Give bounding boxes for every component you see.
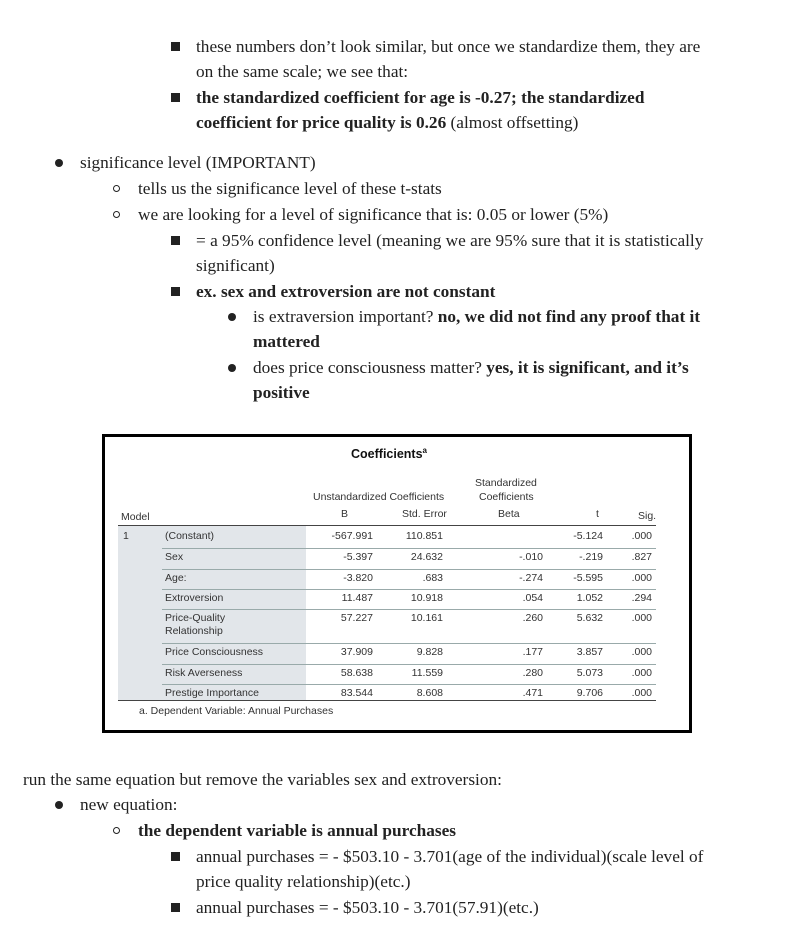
- cell-t: 5.073: [576, 667, 603, 679]
- cell-t: -5.595: [573, 572, 603, 584]
- note-text: annual purchases = - $503.10 - 3.701(age of the individual)(scale level of: [196, 847, 704, 866]
- row-divider: [162, 548, 656, 549]
- note-text: these numbers don’t look similar, but once we standardize them, they are: [196, 37, 701, 56]
- se-header: Std. Error: [402, 508, 447, 520]
- cell-se: 10.161: [410, 612, 443, 624]
- note-text-bold: mattered: [253, 332, 320, 351]
- note-text-bold: the standardized coefficient for age is -0.27; the standardized: [196, 88, 645, 107]
- note-text: we are looking for a level of significance that is: 0.05 or lower (5%): [138, 205, 609, 224]
- square-bullet-icon: [171, 287, 180, 296]
- cell-beta: .260: [522, 612, 543, 624]
- cell-sig: .000: [631, 646, 652, 658]
- cell-beta: .177: [522, 646, 543, 658]
- bullet-dot-icon: [228, 364, 236, 372]
- circle-bullet-icon: [113, 211, 120, 218]
- note-text: significant): [196, 256, 275, 275]
- model-header: Model: [121, 511, 150, 523]
- row-label: Risk Averseness: [165, 667, 243, 679]
- note-text: annual purchases = - $503.10 - 3.701(57.91)(etc.): [196, 898, 539, 917]
- row-label: Age:: [165, 572, 187, 584]
- note-text-mixed: [253, 304, 700, 329]
- beta-header: Beta: [498, 508, 520, 520]
- row-label: Prestige Importance: [165, 687, 259, 699]
- cell-se: 110.851: [405, 530, 443, 542]
- square-bullet-icon: [171, 903, 180, 912]
- cell-beta: -.274: [519, 572, 543, 584]
- section-heading: significance level (IMPORTANT): [80, 153, 316, 172]
- row-label-shade: [118, 526, 162, 700]
- row-divider: [162, 589, 656, 590]
- cell-sig: .000: [631, 572, 652, 584]
- note-text: (almost offsetting): [446, 113, 579, 132]
- row-label: Sex: [165, 551, 184, 563]
- row-divider: [162, 664, 656, 665]
- cell-b: 37.909: [340, 646, 373, 658]
- cell-t: 1.052: [576, 592, 603, 604]
- cell-se: 8.608: [416, 687, 443, 699]
- row-label: Relationship: [165, 625, 223, 637]
- row-divider: [162, 643, 656, 644]
- note-text-bold: the dependent variable is annual purchases: [138, 821, 456, 840]
- cell-se: 9.828: [416, 646, 443, 658]
- bottom-rule: [118, 700, 656, 701]
- cell-t: -5.124: [573, 530, 603, 542]
- note-text-bold: no, we did not find any proof that it: [437, 307, 701, 326]
- note-text-bold: yes, it is significant, and it’s: [486, 358, 689, 377]
- cell-sig: .000: [631, 687, 652, 699]
- note-text: on the same scale; we see that:: [196, 62, 409, 81]
- circle-bullet-icon: [113, 185, 120, 192]
- circle-bullet-icon: [113, 827, 120, 834]
- note-text: does price consciousness matter?: [253, 358, 487, 377]
- note-text-bold: coefficient for price quality is 0.26: [196, 113, 447, 132]
- unstd-coef-header: Unstandardized Coefficients: [313, 491, 445, 503]
- cell-b: -5.397: [343, 551, 373, 563]
- row-divider: [162, 684, 656, 685]
- cell-beta: .054: [522, 592, 543, 604]
- cell-t: 3.857: [576, 646, 603, 658]
- row-label: Price-Quality: [165, 612, 226, 624]
- cell-beta: .471: [522, 687, 543, 699]
- cell-sig: .000: [631, 530, 652, 542]
- row-label: Price Consciousness: [165, 646, 264, 658]
- square-bullet-icon: [171, 236, 180, 245]
- bullet-dot-icon: [55, 159, 63, 167]
- table-title: Coefficients$^a$: [351, 446, 427, 462]
- note-text: = a 95% confidence level (meaning we are 95% sure that it is statistically: [196, 231, 704, 250]
- cell-se: 10.918: [410, 592, 443, 604]
- note-text-bold: positive: [253, 383, 310, 402]
- cell-b: -567.991: [331, 530, 373, 542]
- cell-b: 83.544: [340, 687, 373, 699]
- cell-beta: -.010: [519, 551, 543, 563]
- note-text-bold: ex. sex and extroversion are not constant: [196, 282, 496, 301]
- cell-sig: .000: [631, 612, 652, 624]
- row-label: (Constant): [165, 530, 215, 542]
- square-bullet-icon: [171, 93, 180, 102]
- coefficients-table: [102, 434, 692, 733]
- b-header: B: [341, 508, 349, 520]
- note-text-mixed: [253, 355, 689, 380]
- square-bullet-icon: [171, 42, 180, 51]
- note-text: tells us the significance level of these t-stats: [138, 179, 442, 198]
- bullet-dot-icon: [55, 801, 63, 809]
- note-text-mixed: [196, 110, 578, 135]
- row-divider: [162, 609, 656, 610]
- cell-t: 9.706: [576, 687, 603, 699]
- note-text: run the same equation but remove the variables sex and extroversion:: [23, 770, 502, 789]
- cell-beta: .280: [522, 667, 543, 679]
- t-header: t: [596, 508, 599, 520]
- cell-b: 57.227: [340, 612, 373, 624]
- cell-t: -.219: [579, 551, 603, 563]
- cell-sig: .000: [631, 667, 652, 679]
- std-coef-header: Coefficients: [479, 491, 534, 503]
- cell-sig: .294: [631, 592, 652, 604]
- row-divider: [162, 569, 656, 570]
- std-coef-header: Standardized: [475, 477, 537, 489]
- cell-sig: .827: [631, 551, 652, 563]
- note-text: price quality relationship)(etc.): [196, 872, 411, 891]
- cell-b: 58.638: [340, 667, 373, 679]
- cell-se: 24.632: [410, 551, 443, 563]
- sig-header: Sig.: [638, 510, 657, 522]
- note-text: is extraversion important?: [253, 307, 438, 326]
- cell-b: 11.487: [341, 592, 373, 604]
- row-label: Extroversion: [165, 592, 224, 604]
- model-number: 1: [123, 530, 129, 542]
- cell-se: 11.559: [411, 667, 443, 679]
- cell-se: .683: [422, 572, 443, 584]
- bullet-dot-icon: [228, 313, 236, 321]
- note-text: new equation:: [80, 795, 178, 814]
- header-rule: [118, 525, 656, 526]
- cell-t: 5.632: [576, 612, 603, 624]
- square-bullet-icon: [171, 852, 180, 861]
- cell-b: -3.820: [343, 572, 373, 584]
- table-footnote: a. Dependent Variable: Annual Purchases: [139, 705, 334, 717]
